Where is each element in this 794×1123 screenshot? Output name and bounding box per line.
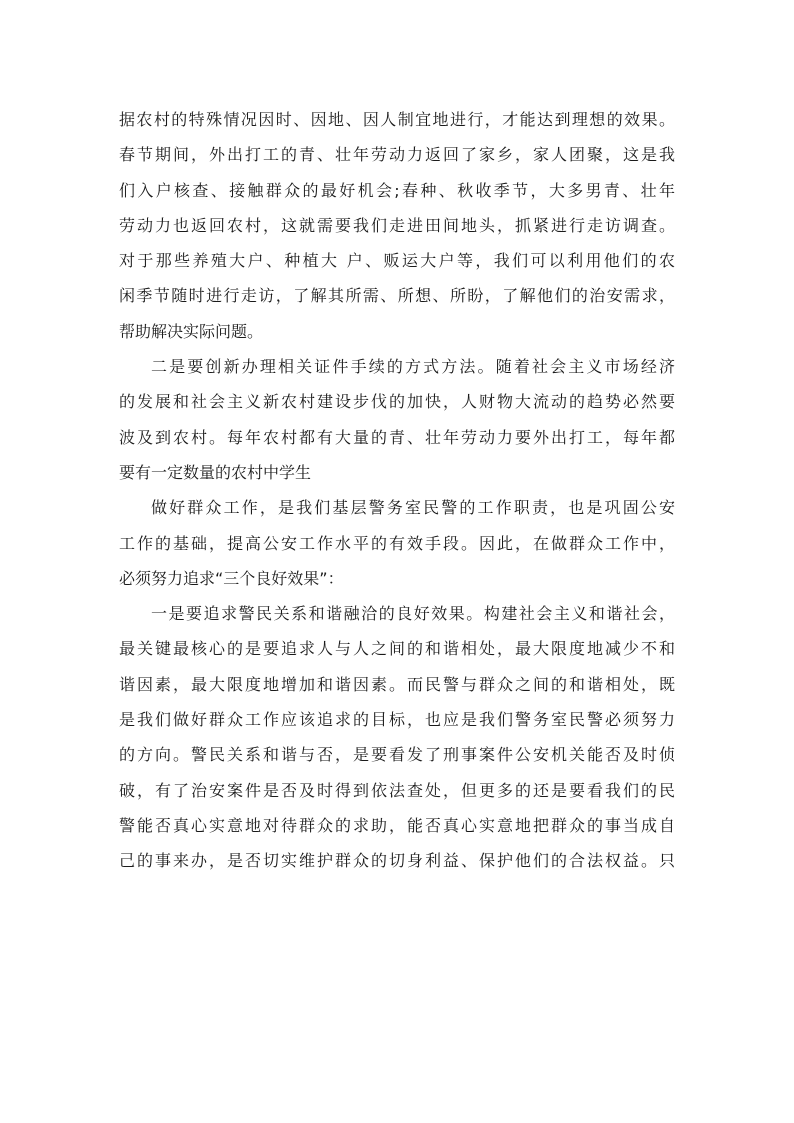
text-line: 是我们做好群众工作应该追求的目标，也应是我们警务室民警必须努力 [119, 710, 675, 730]
text-line: 对于那些养殖大户、种植大 户、贩运大户等，我们可以利用他们的农 [119, 251, 675, 271]
document-body [119, 102, 675, 879]
text-line: 帮助解决实际问题。 [119, 321, 264, 341]
text-line: 劳动力也返回农村，这就需要我们走进田间地头，抓紧进行走访调查。 [119, 215, 675, 235]
text-line: 波及到农村。每年农村都有大量的青、壮年劳动力要外出打工，每年都 [119, 427, 675, 447]
text-line: 春节期间，外出打工的青、壮年劳动力返回了家乡，家人团聚，这是我 [119, 145, 675, 165]
paragraph-first-line: 一是要追求警民关系和谐融洽的良好效果。构建社会主义和谐社会， [151, 604, 675, 624]
text-line: 必须努力追求“三个良好效果”： [119, 568, 344, 588]
text-line: 们入户核查、接触群众的最好机会;春种、秋收季节，大多男青、壮年 [119, 180, 675, 200]
text-line: 的发展和社会主义新农村建设步伐的加快，人财物大流动的趋势必然要 [119, 392, 675, 412]
paragraph-first-line: 二是要创新办理相关证件手续的方式方法。随着社会主义市场经济 [151, 357, 675, 377]
text-line: 的方向。警民关系和谐与否，是要看发了刑事案件公安机关能否及时侦 [119, 745, 675, 765]
text-line: 闲季节随时进行走访，了解其所需、所想、所盼，了解他们的治安需求， [119, 286, 675, 306]
text-line: 己的事来办，是否切实维护群众的切身利益、保护他们的合法权益。只 [119, 851, 675, 871]
text-line: 要有一定数量的农村中学生 [119, 462, 312, 482]
text-line: 最关键最核心的是要追求人与人之间的和谐相处，最大限度地减少不和 [119, 639, 675, 659]
text-line: 警能否真心实意地对待群众的求助，能否真心实意地把群众的事当成自 [119, 815, 675, 835]
paragraph-first-line: 做好群众工作，是我们基层警务室民警的工作职责，也是巩固公安 [151, 498, 675, 518]
text-line: 工作的基础，提高公安工作水平的有效手段。因此，在做群众工作中， [119, 533, 675, 553]
text-line: 谐因素，最大限度地增加和谐因素。而民警与群众之间的和谐相处，既 [119, 674, 675, 694]
text-line: 破，有了治安案件是否及时得到依法查处，但更多的还是要看我们的民 [119, 780, 675, 800]
text-line: 据农村的特殊情况因时、因地、因人制宜地进行，才能达到理想的效果。 [119, 110, 675, 129]
